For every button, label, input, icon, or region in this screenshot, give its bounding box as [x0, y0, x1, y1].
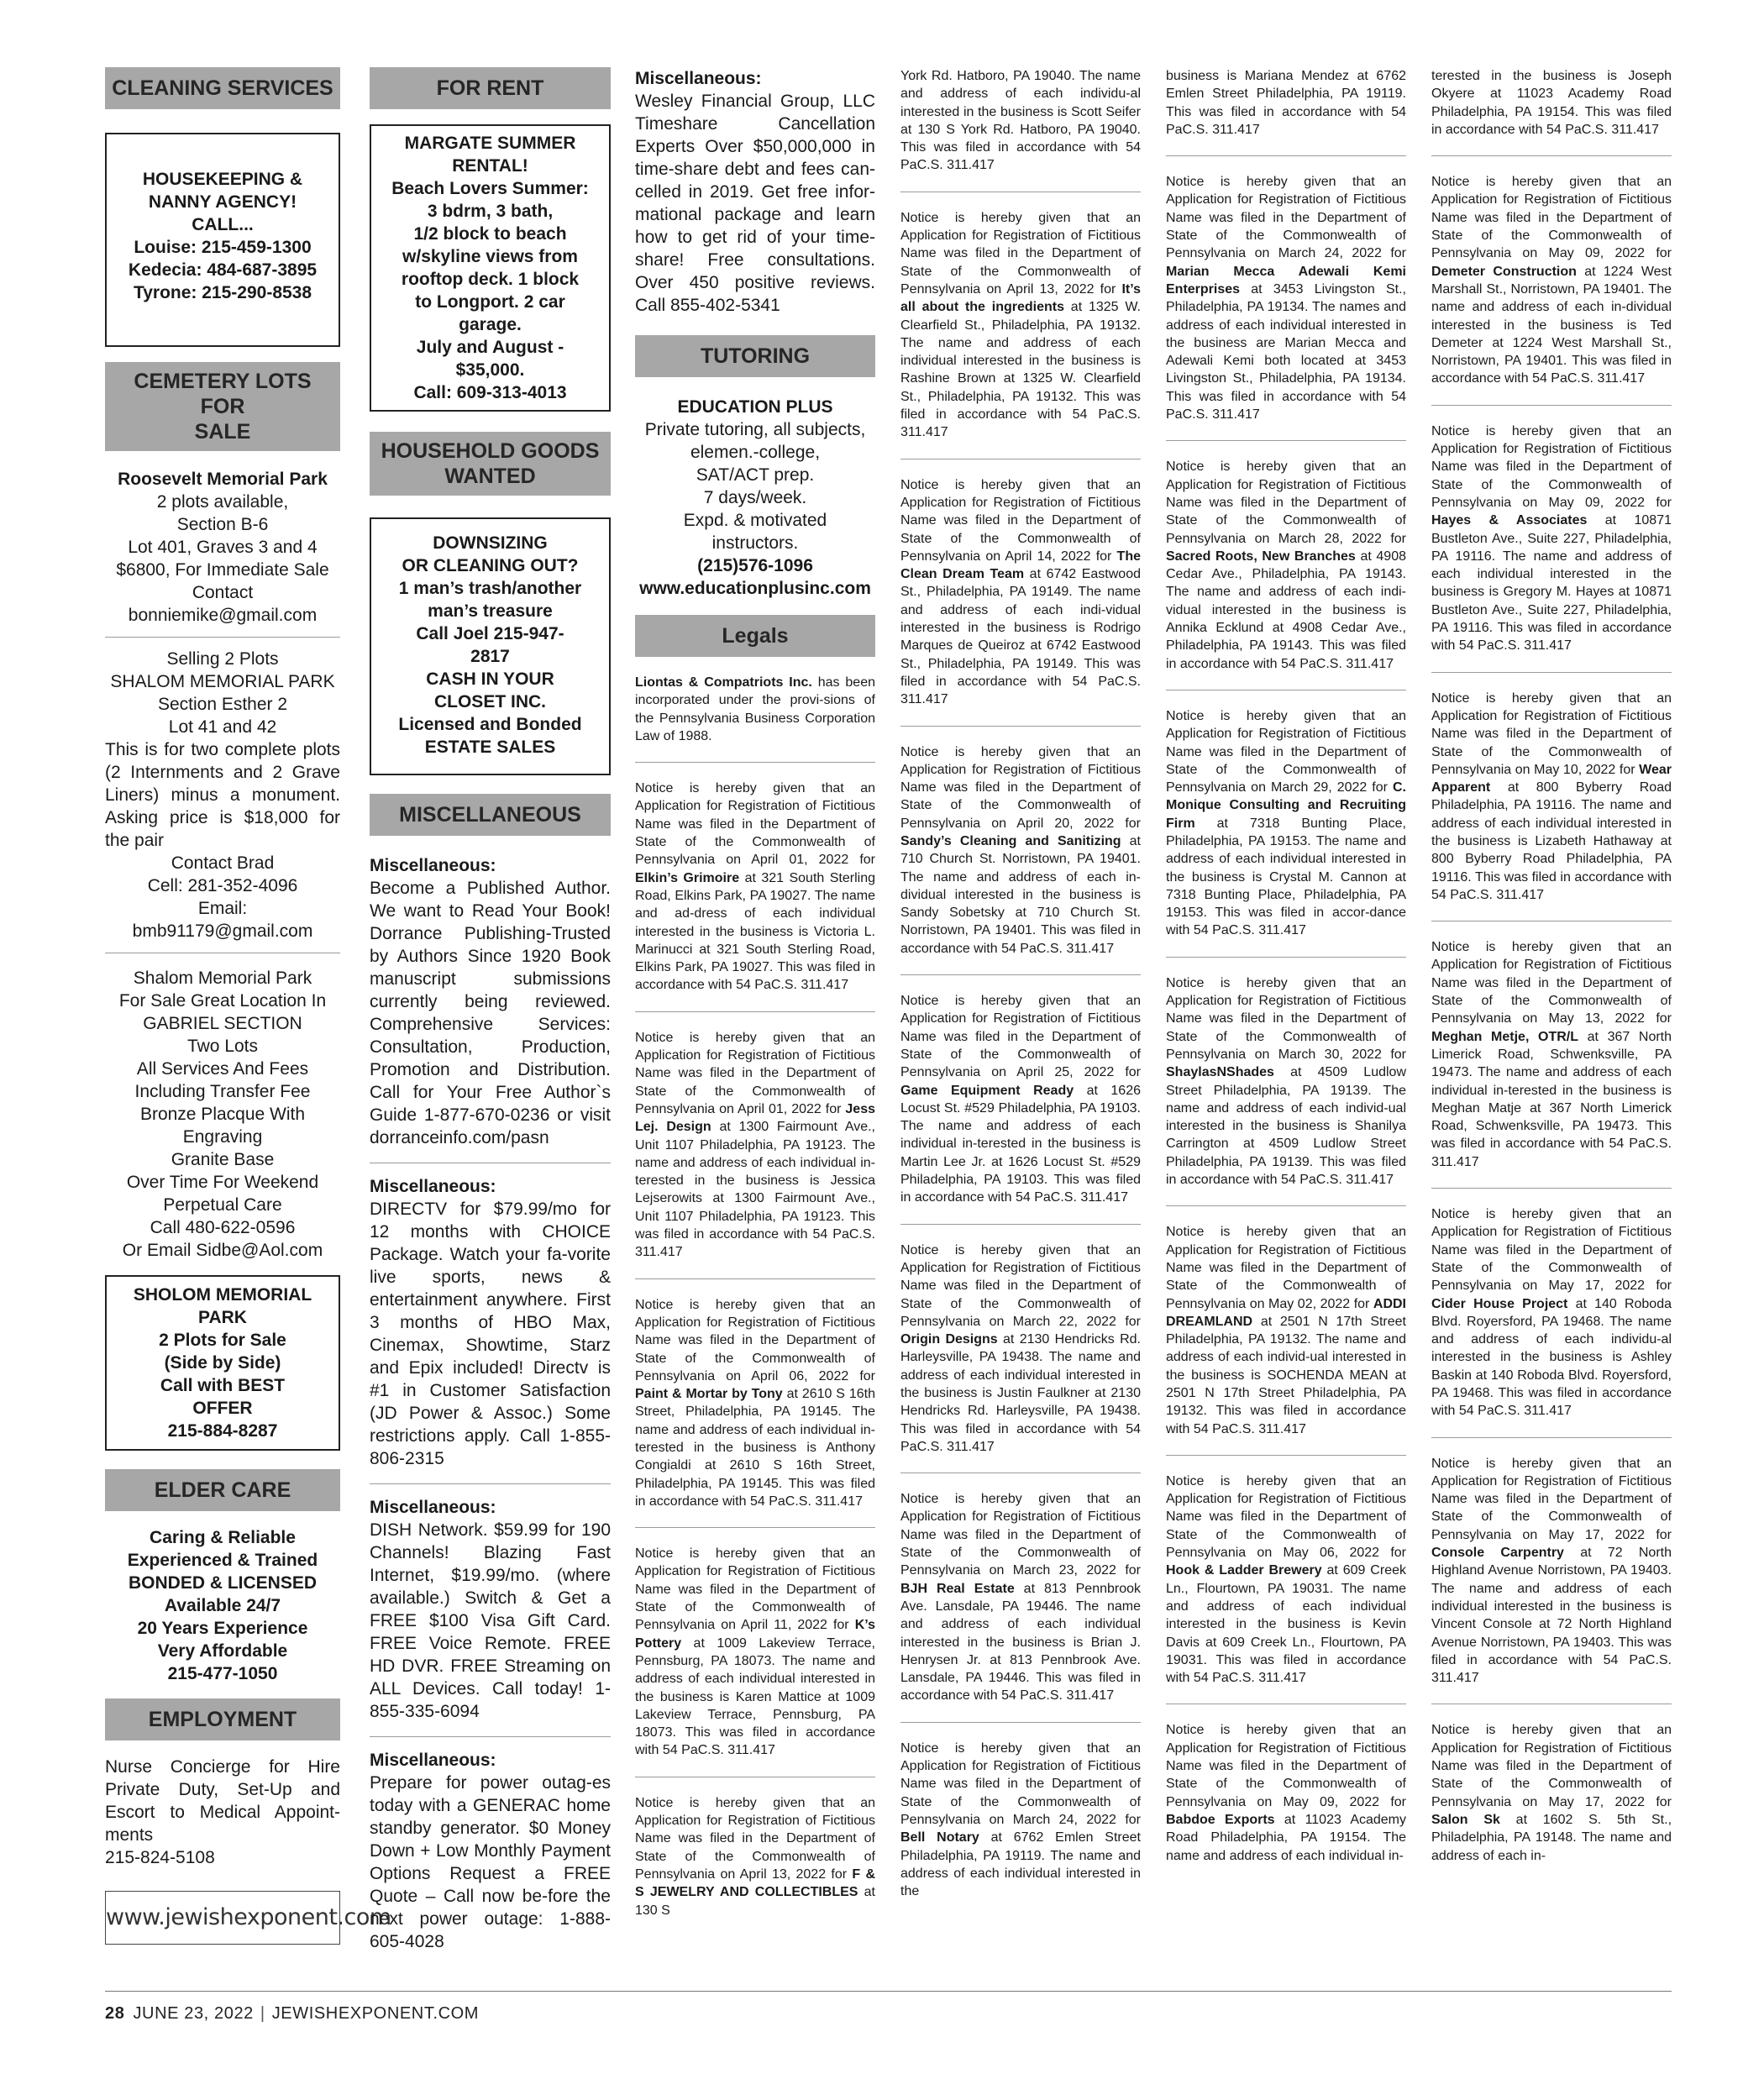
text-line: GABRIEL SECTION [143, 1014, 302, 1033]
text-line: Bronze Placque With [139, 1105, 306, 1124]
fictitious-name-notice [1166, 1223, 1406, 1438]
column-5 [1166, 67, 1406, 1865]
footer-divider: | [260, 2004, 265, 2023]
text-line: CALL... [192, 215, 254, 234]
business-name: Hayes & Associates [1431, 513, 1588, 528]
roosevelt-title: Roosevelt Memorial Park [118, 470, 328, 489]
tutoring-lines [635, 418, 875, 554]
text-line: CEMETERY LOTS FOR [134, 370, 312, 418]
business-name: ADDI DREAMLAND [1166, 1296, 1406, 1329]
shalom-plots-contact [105, 852, 340, 942]
notice-text: Notice is hereby given that an Application for Registration of Fictitious Name was filed in the Department of State of the Commonwealth of Pennsylvania on May 02, 2022 for [1166, 1225, 1406, 1311]
text-line: 2817 [470, 647, 510, 666]
text-line: July and August - [416, 338, 564, 357]
business-name: Hook & Ladder Brewery [1166, 1563, 1322, 1578]
text-line: Kedecia: 484-687-3895 [128, 260, 318, 280]
notice-text: Notice is hereby given that an Application for Registration of Fictitious Name was filed in the Department of State of the Commonwealth of Pennsylvania on March 22, 2022 for [900, 1242, 1141, 1329]
liontas-notice [635, 674, 875, 745]
business-name: Bell Notary [900, 1830, 979, 1845]
text-line: 7 days/week. [703, 488, 807, 507]
footer-rule [105, 1991, 1672, 1992]
text-line: www.educationplusinc.com [639, 579, 871, 598]
text-line: Selling 2 Plots [166, 649, 279, 669]
text-line: Engraving [182, 1127, 263, 1147]
text-line: (215)576-1096 [697, 556, 813, 575]
fictitious-name-notice [900, 992, 1141, 1207]
notice-text: at 7318 Bunting Place, Philadelphia, PA 19153. The name and address of each individual interested in the business is Crystal M. Cannon at 7318 Bunting Place, Philadelphia, PA 19153. This was filed in accor-dance with 54 PaC.S. 311.417 [1166, 816, 1406, 938]
notice-divider [1431, 672, 1672, 673]
notice-divider [900, 974, 1141, 975]
business-name: BJH Real Estate [900, 1581, 1015, 1596]
misc-title: Miscellaneous: [635, 69, 762, 88]
text-line: Licensed and Bonded [398, 715, 582, 734]
text-line: CLOSET INC. [433, 692, 546, 711]
business-name: ShaylasNShades [1166, 1065, 1274, 1080]
text-line: DOWNSIZING [433, 533, 548, 553]
business-name: It’s all about the ingredients [900, 281, 1141, 315]
business-name: F & S JEWELRY AND COLLECTIBLES [635, 1866, 875, 1900]
notice-divider [1431, 1437, 1672, 1438]
text-line: Private tutoring, all subjects, [644, 420, 866, 439]
liontas-name: Liontas & Compatriots Inc. [635, 675, 812, 690]
misc-title: Miscellaneous: [370, 1498, 496, 1517]
fictitious-name-notice [635, 780, 875, 995]
column-3 [635, 67, 875, 1919]
fictitious-name-notice [1166, 173, 1406, 423]
notice-text: Notice is hereby given that an Application for Registration of Fictitious Name was filed in the Department of State of the Commonwealth of Pennsylvania on April 11, 2022 for [635, 1546, 875, 1633]
text-line: Contact Brad [171, 853, 275, 873]
notice-divider [1431, 405, 1672, 406]
notice-text: Notice is hereby given that an Application for Registration of Fictitious Name was filed in the Department of State of the Commonwealth of Pennsylvania on March 24, 2022 for [1166, 175, 1406, 261]
text-line: Call Joel 215-947- [416, 624, 564, 643]
notice-text: at 367 North Limerick Road, Schwenksville, PA 19473. The name and address of each individual in-terested in the business is Meghan Matje at 367 North Limerick Road, Schwenksville, PA 19473. This was filed in accordance with 54 PaC.S. 311.417 [1431, 1029, 1672, 1169]
text-line: 215-477-1050 [167, 1664, 278, 1683]
text-line: Lot 401, Graves 3 and 4 [128, 538, 318, 557]
notice-text: Notice is hereby given that an Application for Registration of Fictitious Name was filed in the Department of State of the Commonwealth of Pennsylvania on April 13, 2022 for [900, 210, 1141, 297]
downsizing-ad [370, 517, 611, 775]
notice-text: at 6742 Eastwood St., Philadelphia, PA 19149. The name and address of each indi-vidual interested in the business is Rodrigo Marques de Queiroz at 6742 Eastwood St., Philadelphia, PA 19149. This was filed in accordance with 54 PaC.S. 311.417 [900, 567, 1141, 707]
business-name: Wear Apparent [1431, 762, 1672, 795]
section-header-employment: EMPLOYMENT [105, 1698, 340, 1740]
fictitious-name-notice [900, 743, 1141, 958]
notice-text: Notice is hereby given that an Application for Registration of Fictitious Name was filed in the Department of State of the Commonwealth of Pennsylvania on April 14, 2022 for [900, 477, 1141, 564]
text-line: Very Affordable [157, 1641, 288, 1661]
fictitious-name-notice [900, 1490, 1141, 1705]
notice-text: at 1325 W. Clearfield St., Philadelphia, PA 19132. The name and address of each individual interested in the business is Rashine Brown at 1325 W. Clearfield St., Philadelphia, PA 19132. This was filed in accordance with 54 PaC.S. 311.417 [900, 300, 1141, 440]
fictitious-name-notice [1431, 938, 1672, 1171]
business-name: Marian Mecca Adewali Kemi Enterprises [1166, 264, 1406, 297]
fictitious-name-notice [635, 1794, 875, 1919]
notice-text: Notice is hereby given that an Application for Registration of Fictitious Name was filed in the Department of State of the Commonwealth of Pennsylvania on May 09, 2022 for [1166, 1723, 1406, 1809]
text-line: MARGATE SUMMER [404, 134, 576, 153]
fictitious-name-notice [1431, 173, 1672, 388]
sholom-box-ad [105, 1275, 340, 1451]
page-number: 28 [105, 2004, 125, 2023]
fictitious-name-notice [1431, 423, 1672, 655]
notice-text: at 6762 Emlen Street Philadelphia, PA 19119. The name and address of each individual interested in the [900, 1830, 1141, 1899]
business-name: Meghan Metje, OTR/L [1431, 1029, 1579, 1044]
text-line: Tyrone: 215-290-8538 [133, 283, 312, 302]
text-line: Section B-6 [176, 515, 269, 534]
notice-text: at 2501 N 17th Street Philadelphia, PA 19132. The name and address of each individ-ual interested in the business is SOCHENDA MEAN at 2501 N 17th Street Philadelphia, PA 19132. This was filed in accordance with 54 PaC.S. 311.417 [1166, 1314, 1406, 1436]
text-line: RENTAL! [452, 156, 528, 176]
notice-text: at 813 Pennbrook Ave. Lansdale, PA 19446. The name and address of each individual interested in the business is Brian J. Henrysen Jr. at 813 Pennbrook Ave. Lansdale, PA 19446. This was filed in accordance with 54 PaC.S. 311.417 [900, 1581, 1142, 1704]
tutoring-ad [635, 396, 875, 600]
shalom-plots-header [105, 648, 340, 738]
misc-body: Prepare for power outag-es today with a GENERAC home standby generator. $0 Money Down + Low Monthly Payment Options Request a FREE Quote – Call now be-fore the next power outage: 1-888-605-4028 [370, 1773, 611, 1951]
notices-col3 [635, 762, 875, 1919]
notice-text: at 140 Roboda Blvd. Royersford, PA 19468. The name and address of each individu-al interested in the business is Ashley Baskin at 140 Roboda Blvd. Royersford, PA 19468. This was filed in accordance with 54 PaC.S. 311.417 [1431, 1296, 1672, 1419]
misc-ad-list [370, 854, 611, 1953]
notice-text: at 11023 Academy Road Philadelphia, PA 19154. The name and address of each individual in- [1166, 1812, 1407, 1863]
text-line: Experienced & Trained [127, 1551, 318, 1570]
shalom-plots-ad [105, 648, 340, 942]
continued-notice: business is Mariana Mendez at 6762 Emlen Street Philadelphia, PA 19119. This was filed in accordance with 54 PaC.S. 311.417 [1166, 69, 1406, 137]
text-line: $35,000. [455, 360, 525, 380]
employment-phone: 215-824-5108 [105, 1848, 215, 1867]
text-line: PARK [198, 1308, 247, 1327]
text-line: 20 Years Experience [137, 1619, 308, 1638]
text-line: Including Transfer Fee [134, 1082, 311, 1101]
text-line: Granite Base [171, 1150, 275, 1169]
notice-text: at 321 South Sterling Road, Elkins Park, PA 19027. The name and ad-dress of each individual interested in the business is Victoria L. Marinucci at 321 South Sterling Road, Elkins Park, PA 19027. This was filed in accordance with 54 PaC.S. 311.417 [635, 870, 875, 993]
text-line: instructors. [711, 533, 799, 553]
notices-col5 [1166, 155, 1406, 1865]
business-name: Console Carpentry [1431, 1546, 1564, 1561]
notice-divider [635, 1527, 875, 1528]
misc-title: Miscellaneous: [370, 1177, 496, 1196]
notice-text: at 1602 S. 5th St., Philadelphia, PA 19148. The name and address of each in- [1431, 1812, 1672, 1863]
notice-divider [1166, 957, 1406, 958]
notice-text: Notice is hereby given that an Application for Registration of Fictitious Name was filed in the Department of State of the Commonwealth of Pennsylvania on March 28, 2022 for [1166, 459, 1406, 546]
text-line: Caring & Reliable [150, 1528, 296, 1547]
text-line: SHALOM MEMORIAL PARK [110, 672, 335, 691]
notice-text: Notice is hereby given that an Application for Registration of Fictitious Name was filed in the Department of State of the Commonwealth of Pennsylvania on May 17, 2022 for [1431, 1207, 1672, 1294]
fictitious-name-notice [1431, 690, 1672, 905]
business-name: C. Monique Consulting and Recruiting Firm [1166, 780, 1406, 831]
business-name: Salon Sk [1431, 1812, 1500, 1827]
tutoring-title: EDUCATION PLUS [677, 397, 833, 417]
notice-divider [1166, 440, 1406, 441]
text-line: Perpetual Care [163, 1195, 282, 1215]
text-line: SAT/ACT prep. [696, 465, 815, 485]
text-line: 3 bdrm, 3 bath, [427, 202, 554, 221]
section-header-cleaning: CLEANING SERVICES [105, 67, 340, 109]
text-line: 2 Plots for Sale [159, 1331, 286, 1350]
continued-notice: York Rd. Hatboro, PA 19040. The name and address of each individu-al interested in the business is Scott Seifer at 130 S York Rd. Hatboro, PA 19040. This was filed in accordance with 54 PaC.S. 311.417 [900, 69, 1141, 173]
notice-divider [635, 1011, 875, 1012]
fictitious-name-notice [900, 1242, 1141, 1457]
notice-text: at 609 Creek Ln., Flourtown, PA 19031. The name and address of each individual interested in the business is Kevin Davis at 609 Creek Ln., Flourtown, PA 19031. This was filed in accordance with 54 PaC.S. 311.417 [1166, 1563, 1406, 1686]
timeshare-ad [635, 67, 875, 317]
notice-divider [1431, 155, 1672, 156]
notice-text: at 2610 S 16th Street, Philadelphia, PA 19145. The name and address of each individual in-terested in the business is Anthony Congialdi at 2610 S 16th Street, Philadelphia, PA 19145. This was filed in accordance with 54 PaC.S. 311.417 [635, 1387, 875, 1509]
text-line: Shalom Memorial Park [133, 969, 312, 988]
text-line: rooftop deck. 1 block [401, 270, 580, 289]
notice-text: Notice is hereby given that an Application for Registration of Fictitious Name was filed in the Department of State of the Commonwealth of Pennsylvania on March 24, 2022 for [900, 1740, 1141, 1827]
column-1 [105, 67, 391, 1945]
text-line: ESTATE SALES [424, 738, 556, 757]
text-line: WANTED [444, 465, 536, 488]
notice-text: Notice is hereby given that an Application for Registration of Fictitious Name was filed in the Department of State of the Commonwealth of Pennsylvania on April 06, 2022 for [635, 1297, 875, 1383]
text-line: Contact [192, 583, 254, 602]
notice-text: Notice is hereby given that an Application for Registration of Fictitious Name was filed in the Department of State of the Commonwealth of Pennsylvania on May 13, 2022 for [1431, 940, 1672, 1026]
section-header-elder-care: ELDER CARE [105, 1469, 340, 1511]
text-line: $6800, For Immediate Sale [116, 560, 329, 580]
text-line: elemen.-college, [690, 443, 821, 462]
notice-text: Notice is hereby given that an Application for Registration of Fictitious Name was filed in the Department of State of the Commonwealth of Pennsylvania on April 01, 2022 for [635, 781, 875, 868]
misc-body: DIRECTV for $79.99/mo for 12 months with CHOICE Package. Watch your fa-vorite live sports, news & entertainment anywhere. First 3 months of HBO Max, Cinemax, Showtime, Starz and Epix included! Directv is #1 in Customer Satisfaction (JD Power & Assoc.) Some restrictions apply. Call 1-855-806-2315 [370, 1200, 611, 1468]
fictitious-name-notice [900, 209, 1141, 442]
business-name: Game Equipment Ready [900, 1083, 1074, 1098]
misc-title: Miscellaneous: [370, 1751, 496, 1770]
text-line: Email: [197, 899, 248, 918]
text-line: HOUSEHOLD GOODS [381, 439, 600, 463]
notice-text: at 1009 Lakeview Terrace, Pennsburg, PA 18073. The name and address of each individual interested in the business is Karen Mattice at 1009 Lakeview Terrace, Pennsburg, PA 18073. This was filed in accordance with 54 PaC.S. 311.417 [635, 1635, 875, 1758]
employment-body: Nurse Concierge for Hire Private Duty, Set-Up and Escort to Medical Appoint-ments [105, 1757, 340, 1845]
text-line: For Sale Great Location In [118, 991, 327, 1011]
text-line: CASH IN YOUR [426, 669, 554, 689]
fictitious-name-notice [900, 476, 1141, 709]
fictitious-name-notice [1166, 1473, 1406, 1688]
notice-text: Notice is hereby given that an Application for Registration of Fictitious Name was filed in the Department of State of the Commonwealth of Pennsylvania on April 13, 2022 for [635, 1795, 875, 1882]
notice-text: at 1224 West Marshall St., Norristown, PA 19401. The name and address of each in-dividual interested in the business is Ted Demeter at 1224 West Marshall St., Norristown, PA 19401. This was filed in accordance with 54 PaC.S. 311.417 [1431, 264, 1672, 386]
text-line: 215-884-8287 [167, 1421, 278, 1441]
notice-divider [900, 1224, 1141, 1225]
notice-divider [1166, 1205, 1406, 1206]
column-4 [900, 67, 1141, 1900]
fictitious-name-notice [900, 1740, 1141, 1901]
text-line: bonniemike@gmail.com [128, 606, 318, 625]
divider [105, 637, 340, 638]
notice-text: Notice is hereby given that an Application for Registration of Fictitious Name was filed in the Department of State of the Commonwealth of Pennsylvania on April 25, 2022 for [900, 994, 1141, 1080]
business-name: Babdoe Exports [1166, 1812, 1275, 1827]
business-name: Demeter Construction [1431, 264, 1577, 279]
section-header-for-rent: FOR RENT [370, 67, 611, 109]
text-line: Louise: 215-459-1300 [134, 238, 312, 257]
notice-text: at 1300 Fairmount Ave., Unit 1107 Philadelphia, PA 19123. The name and address of each individual in-terested in the business is Jessica Lejserowits at 1300 Fairmount Ave., Unit 1107 Philadelphia, PA 19123. This was filed in accordance with 54 PaC.S. 311.417 [635, 1120, 876, 1260]
notice-text: at 72 North Highland Avenue Norristown, PA 19403. The name and address of each individual interested in the business is Vincent Console at 72 North Highland Avenue Norristown, PA 19403. This was filed in accordance with 54 PaC.S. 311.417 [1431, 1546, 1672, 1686]
fictitious-name-notice [1431, 1455, 1672, 1688]
notice-text: at 1626 Locust St. #529 Philadelphia, PA 19103. The name and address of each individual in-terested in the business is Martin Lee Jr. at 1626 Locust St. #529 Philadelphia, PA 19103. This was filed in accordance with 54 PaC.S. 311.417 [900, 1083, 1141, 1205]
business-name: Elkin’s Grimoire [635, 870, 740, 885]
notice-text: Notice is hereby given that an Application for Registration of Fictitious Name was filed in the Department of State of the Commonwealth of Pennsylvania on April 01, 2022 for [635, 1030, 875, 1116]
business-name: Origin Designs [900, 1332, 998, 1347]
notice-text: Notice is hereby given that an Application for Registration of Fictitious Name was filed in the Department of State of the Commonwealth of Pennsylvania on May 09, 2022 for [1431, 423, 1672, 510]
section-header-tutoring: TUTORING [635, 335, 875, 377]
fictitious-name-notice [635, 1545, 875, 1760]
notice-text: at 130 S [635, 1885, 875, 1918]
text-line: Over Time For Weekend [126, 1173, 319, 1192]
text-line: garage. [459, 315, 522, 334]
misc-title: Miscellaneous: [370, 856, 496, 875]
page-footer [105, 2004, 479, 2024]
tutoring-contact [635, 554, 875, 600]
text-line: (Side by Side) [164, 1353, 281, 1373]
section-header-cemetery [105, 362, 340, 451]
fictitious-name-notice [1166, 458, 1406, 673]
section-header-miscellaneous: MISCELLANEOUS [370, 794, 611, 836]
notice-text: Notice is hereby given that an Application for Registration of Fictitious Name was filed in the Department of State of the Commonwealth of Pennsylvania on March 29, 2022 for [1166, 708, 1406, 795]
business-name: Cider House Project [1431, 1296, 1568, 1311]
employment-ad [105, 1756, 340, 1869]
misc-ad [370, 1496, 611, 1723]
fictitious-name-notice [1166, 707, 1406, 940]
issue-date: JUNE 23, 2022 [133, 2004, 254, 2023]
text-line: 2 plots available, [156, 492, 289, 512]
text-line: OFFER [192, 1399, 253, 1418]
roosevelt-ad [105, 468, 340, 627]
notice-divider [1431, 1188, 1672, 1189]
text-line: Call with BEST [160, 1376, 286, 1395]
notice-text: Notice is hereby given that an Application for Registration of Fictitious Name was filed in the Department of State of the Commonwealth of Pennsylvania on May 17, 2022 for [1431, 1723, 1672, 1809]
notice-text: at 710 Church St. Norristown, PA 19401. The name and address of each in-dividual interested in the business is Sandy Sobetsky at 710 Church St. Norristown, PA 19401. This was filed in accordance with 54 PaC.S. 311.417 [900, 833, 1141, 956]
shalom-plots-body: This is for two complete plots (2 Internments and 2 Grave Liners) minus a monument. Asking price is $18,000 for the pair [105, 740, 340, 850]
notices-col6 [1431, 155, 1672, 1865]
fictitious-name-notice [635, 1029, 875, 1262]
elder-care-ad [105, 1526, 340, 1685]
text-line: 1 man’s trash/another [398, 579, 582, 598]
notice-text: at 3453 Livingston St., Philadelphia, PA 19134. The names and address of each individual interested in the business are Marian Mecca and Adewali Kemi both located at 3453 Livingston St., Philadelphia, PA 19134. This was filed in accordance with 54 PaC.S. 311.417 [1166, 281, 1406, 423]
fictitious-name-notice [1431, 1721, 1672, 1864]
text-line: OR CLEANING OUT? [402, 556, 579, 575]
column-6 [1431, 67, 1672, 1865]
notice-text: Notice is hereby given that an Application for Registration of Fictitious Name was filed in the Department of State of the Commonwealth of Pennsylvania on April 20, 2022 for [900, 744, 1141, 831]
notice-text: Notice is hereby given that an Application for Registration of Fictitious Name was filed in the Department of State of the Commonwealth of Pennsylvania on May 06, 2022 for [1166, 1473, 1406, 1561]
business-name: Sandy’s Cleaning and Sanitizing [900, 833, 1121, 848]
timeshare-body: Wesley Financial Group, LLC Timeshare Cancellation Experts Over $50,000,000 in time-share debt and fees can-celled in 2019. Get free infor-mational package and learn how to get rid of your time-share! Free consultations. Over 450 positive reviews. Call 855-402-5341 [635, 92, 875, 315]
notice-divider [900, 1722, 1141, 1723]
text-line: Call: 609-313-4013 [413, 383, 567, 402]
notices-col4 [900, 192, 1141, 1901]
text-line: Two Lots [186, 1037, 259, 1056]
misc-body: DISH Network. $59.99 for 190 Channels! Blazing Fast Internet, $19.99/mo. (where available.) Switch & Get a FREE $100 Visa Gift Card. FREE Voice Remote. FREE HD DVR. FREE Streaming on ALL Devices. Call today! 1-855-335-6094 [370, 1520, 611, 1721]
notice-divider [900, 726, 1141, 727]
text-line: SHOLOM MEMORIAL [133, 1285, 312, 1305]
misc-ad [370, 1749, 611, 1953]
housekeeping-ad [105, 133, 340, 347]
text-line: Call 480-622-0596 [150, 1218, 296, 1237]
jewish-exponent-web-logo[interactable]: www.jewishexponent.com [105, 1891, 340, 1945]
text-line: to Longport. 2 car [415, 292, 565, 312]
divider [370, 1736, 611, 1737]
fictitious-name-notice [635, 1296, 875, 1511]
text-line: Lot 41 and 42 [168, 717, 277, 737]
misc-ad [370, 854, 611, 1149]
fictitious-name-notice [1166, 974, 1406, 1189]
text-line: Beach Lovers Summer: [391, 179, 589, 198]
shalom-gabriel-ad [105, 967, 340, 1262]
business-name: The Clean Dream Team [900, 549, 1141, 582]
roosevelt-lines [105, 491, 340, 627]
site-url[interactable]: JEWISHEXPONENT.COM [271, 2004, 480, 2023]
business-name: Paint & Mortar by Tony [635, 1387, 783, 1402]
business-name: K’s Pottery [635, 1618, 875, 1651]
text-line: BONDED & LICENSED [128, 1573, 318, 1593]
text-line: NANNY AGENCY! [148, 192, 297, 212]
text-line: 1/2 block to beach [413, 224, 567, 244]
margate-rental-ad [370, 124, 611, 412]
notice-text: Notice is hereby given that an Application for Registration of Fictitious Name was filed in the Department of State of the Commonwealth of Pennsylvania on May 10, 2022 for [1431, 690, 1672, 777]
notice-text: at 10871 Bustleton Ave., Suite 227, Philadelphia, PA 19116. The name and address of each individual interested in the business is Gregory M. Hayes at 10871 Bustleton Ave., Suite 227, Philadelphia, PA 19116. This was filed in accordance with 54 PaC.S. 311.417 [1431, 513, 1672, 654]
text-line: Expd. & motivated [683, 511, 827, 530]
text-line: SALE [194, 420, 251, 444]
notice-divider [635, 1278, 875, 1279]
text-line: Or Email Sidbe@Aol.com [122, 1241, 323, 1260]
notice-text: Notice is hereby given that an Application for Registration of Fictitious Name was filed in the Department of State of the Commonwealth of Pennsylvania on May 17, 2022 for [1431, 1456, 1672, 1542]
business-name: Sacred Roots, New Branches [1166, 549, 1356, 564]
section-header-legals: Legals [635, 615, 875, 657]
misc-body: Become a Published Author. We want to Read Your Book! Dorrance Publishing-Trusted by Authors Since 1920 Book manuscript submissions currently being reviewed. Comprehensive Services: Consultation, Production, Promotion and Distribution. Call for Your Free Author`s Guide 1-877-670-0236 or visit dorranceinfo.com/pasn [370, 879, 611, 1147]
notice-divider [1166, 155, 1406, 156]
business-name: Jess Lej. Design [635, 1101, 875, 1135]
fictitious-name-notice [1431, 1205, 1672, 1420]
notice-text: Notice is hereby given that an Application for Registration of Fictitious Name was filed in the Department of State of the Commonwealth of Pennsylvania on March 30, 2022 for [1166, 975, 1406, 1062]
notice-divider [635, 762, 875, 763]
notice-text: Notice is hereby given that an Application for Registration of Fictitious Name was filed in the Department of State of the Commonwealth of Pennsylvania on May 09, 2022 for [1431, 175, 1672, 261]
continued-notice: terested in the business is Joseph Okyere at 11023 Academy Road Philadelphia, PA 19154. This was filed in accordance with 54 PaC.S. 311.417 [1431, 69, 1672, 137]
notice-text: at 4509 Ludlow Street Philadelphia, PA 19139. The name and address of each individ-ual interested in the business is Shanilya Carrington at 4509 Ludlow Street Philadelphia, PA 19139. This was filed in accordance with 54 PaC.S. 311.417 [1166, 1065, 1406, 1188]
notice-text: at 4908 Cedar Ave., Philadelphia, PA 19143. The name and address of each indi-vidual interested in the business is Annika Ecklund at 4908 Cedar Ave., Philadelphia, PA 19143. This was filed in accordance with 54 PaC.S. 311.417 [1166, 549, 1407, 671]
text-line: man’s treasure [428, 601, 553, 621]
column-2 [370, 67, 611, 1953]
notice-text: at 800 Byberry Road Philadelphia, PA 19116. The name and address of each individual interested in the business is Lizabeth Hathaway at 800 Byberry Road Philadelphia, PA 19116. This was filed in accordance with 54 PaC.S. 311.417 [1431, 780, 1672, 902]
divider [370, 1483, 611, 1484]
text-line: Cell: 281-352-4096 [147, 876, 298, 895]
liontas-text: has been incorporated under the provi-sions of the Pennsylvania Business Corporation Law of 1988. [635, 675, 875, 743]
section-header-household [370, 432, 611, 496]
notice-divider [1166, 1455, 1406, 1456]
text-line: All Services And Fees [136, 1059, 309, 1079]
notice-text: at 2130 Hendricks Rd. Harleysville, PA 19438. The name and address of each individual interested in the business is Justin Faulkner at 2130 Hendricks Rd. Harleysville, PA 19438. This was filed in accordance with 54 PaC.S. 311.417 [900, 1332, 1141, 1454]
notice-text: Notice is hereby given that an Application for Registration of Fictitious Name was filed in the Department of State of the Commonwealth of Pennsylvania on March 23, 2022 for [900, 1492, 1141, 1578]
text-line: HOUSEKEEPING & [142, 170, 303, 189]
text-line: w/skyline views from [402, 247, 578, 266]
text-line: Available 24/7 [164, 1596, 281, 1615]
fictitious-name-notice [1166, 1721, 1406, 1864]
text-line: bmb91179@gmail.com [132, 921, 313, 941]
text-line: Section Esther 2 [157, 695, 288, 714]
misc-ad [370, 1175, 611, 1470]
